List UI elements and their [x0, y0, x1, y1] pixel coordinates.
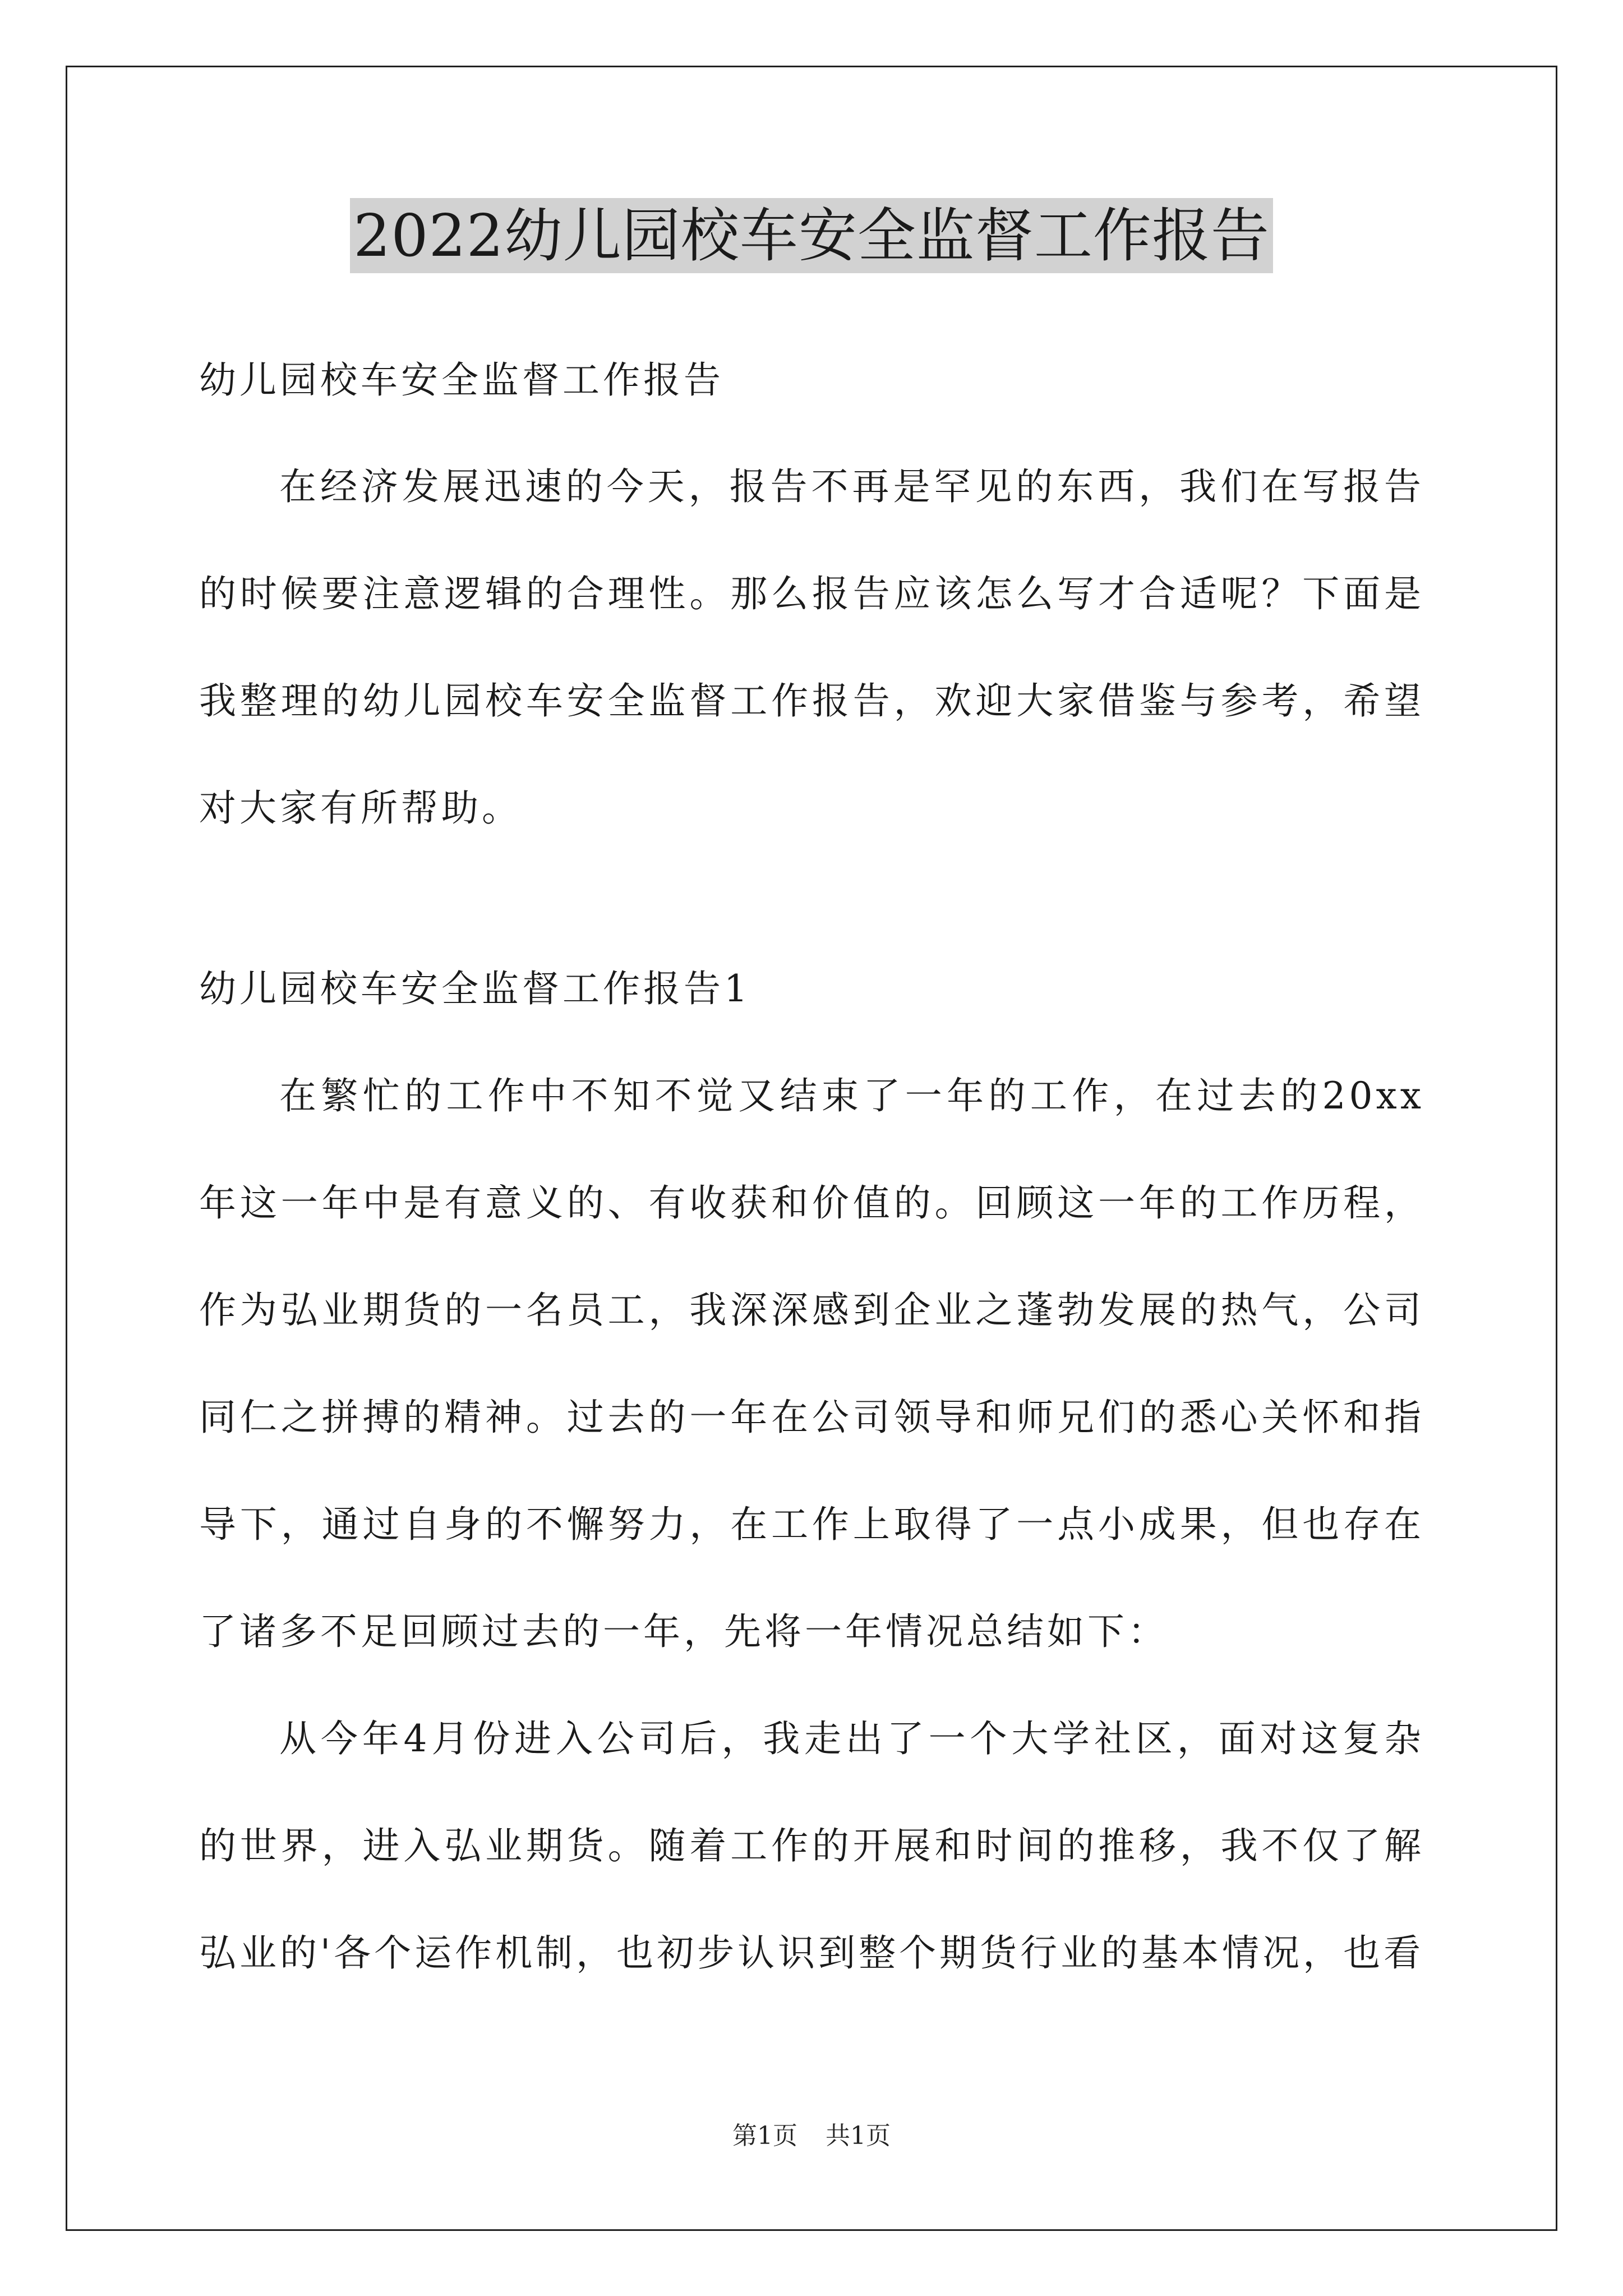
page-number-current: 第1页: [732, 2122, 797, 2150]
intro-paragraph: 在经济发展迅速的今天，报告不再是罕见的东西，我们在写报告的时候要注意逻辑的合理性。那么报告应该怎么写才合适呢？下面是我整理的幼儿园校车安全监督工作报告，欢迎大家借鉴与参考，希望对大家有所帮助。: [199, 465, 1424, 830]
section-heading-block: [199, 935, 1424, 1042]
page-footer: [0, 2119, 1623, 2153]
document-subtitle: 幼儿园校车安全监督工作报告: [199, 358, 724, 402]
document-title-text: 2022幼儿园校车安全监督工作报告: [350, 198, 1273, 273]
section-heading: 幼儿园校车安全监督工作报告1: [199, 967, 751, 1010]
section-body: [199, 1042, 1424, 2007]
document-title: [0, 199, 1623, 272]
body-paragraph-2: 从今年4月份进入公司后，我走出了一个大学社区，面对这复杂的世界，进入弘业期货。随着工作的开展和时间的推移，我不仅了解弘业的'各个运作机制，也初步认识到整个期货行业的基本情况，也看: [199, 1717, 1424, 1975]
intro-block: [199, 433, 1424, 862]
document-body: [199, 326, 1424, 434]
page-number-total: 共1页: [826, 2122, 891, 2150]
body-paragraph-1: 在繁忙的工作中不知不觉又结束了一年的工作，在过去的20xx年这一年中是有意义的、有收获和价值的。回顾这一年的工作历程，作为弘业期货的一名员工，我深深感到企业之蓬勃发展的热气，公司同仁之拼搏的精神。过去的一年在公司领导和师兄们的悉心关怀和指导下，通过自身的不懈努力，在工作上取得了一点小成果，但也存在了诸多不足回顾过去的一年，先将一年情况总结如下：: [199, 1074, 1424, 1653]
